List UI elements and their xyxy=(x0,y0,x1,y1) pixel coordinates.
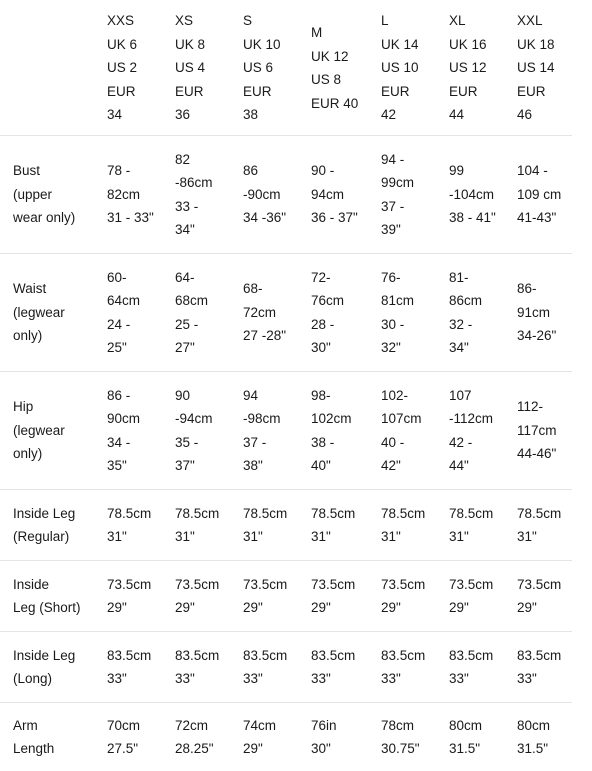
measurement-cell xyxy=(236,372,304,490)
measurement-cell xyxy=(510,372,572,490)
cell-line: 83.5cm xyxy=(517,644,572,668)
cell-line: 86cm xyxy=(449,289,510,313)
cell-line: 91cm xyxy=(517,301,572,325)
cell-line: 102cm xyxy=(311,407,374,431)
label-line: Inside xyxy=(13,573,100,597)
cell-line: 33" xyxy=(517,667,572,691)
cell-line: 42 xyxy=(381,103,442,127)
cell-line: 76cm xyxy=(311,289,374,313)
measurement-cell xyxy=(510,254,572,372)
measurement-cell xyxy=(304,254,374,372)
cell-line: 102- xyxy=(381,384,442,408)
measurement-cell xyxy=(100,632,168,703)
cell-line: 38" xyxy=(243,454,304,478)
cell-line: UK 14 xyxy=(381,33,442,57)
cell-line: 29" xyxy=(243,596,304,620)
measurement-cell xyxy=(510,632,572,703)
size-header-cell xyxy=(374,0,442,136)
size-header-row xyxy=(0,0,572,136)
cell-line: -86cm xyxy=(175,171,236,195)
cell-line: 80cm xyxy=(449,714,510,738)
cell-line: 73.5cm xyxy=(381,573,442,597)
cell-line: XL xyxy=(449,9,510,33)
measurement-cell xyxy=(168,372,236,490)
cell-line: 28.25" xyxy=(175,737,236,761)
cell-line: 78.5cm xyxy=(107,502,168,526)
label-line: only) xyxy=(13,324,100,348)
label-line: (Regular) xyxy=(13,525,100,549)
cell-line: UK 6 xyxy=(107,33,168,57)
row-arm-length xyxy=(0,703,572,771)
cell-line: 90 xyxy=(175,384,236,408)
cell-line: 98- xyxy=(311,384,374,408)
cell-line: UK 12 xyxy=(311,45,374,69)
measurement-cell xyxy=(442,561,510,632)
cell-line: 31" xyxy=(517,525,572,549)
label-line: Inside Leg xyxy=(13,502,100,526)
measurement-cell xyxy=(510,490,572,561)
cell-line: 29" xyxy=(107,596,168,620)
measurement-cell xyxy=(374,561,442,632)
label-line: Length xyxy=(13,737,100,761)
cell-line: 94 xyxy=(243,384,304,408)
cell-line: 33" xyxy=(381,667,442,691)
cell-line: -94cm xyxy=(175,407,236,431)
label-line: wear only) xyxy=(13,206,100,230)
measurement-cell xyxy=(168,703,236,771)
measurement-cell xyxy=(168,561,236,632)
size-header-cell xyxy=(304,0,374,136)
cell-line: XXL xyxy=(517,9,572,33)
cell-line: EUR xyxy=(243,80,304,104)
cell-line: 32" xyxy=(381,336,442,360)
cell-line: 82 xyxy=(175,148,236,172)
cell-line: 33" xyxy=(449,667,510,691)
cell-line: US 8 xyxy=(311,68,374,92)
cell-line: 86 - xyxy=(107,384,168,408)
label-line: Arm xyxy=(13,714,100,738)
measurement-cell xyxy=(374,136,442,254)
measurement-cell xyxy=(304,372,374,490)
label-line: only) xyxy=(13,442,100,466)
cell-line: 64cm xyxy=(107,289,168,313)
measurement-cell xyxy=(236,632,304,703)
cell-line: UK 8 xyxy=(175,33,236,57)
row-label xyxy=(0,490,100,561)
label-line: Waist xyxy=(13,277,100,301)
cell-line: US 6 xyxy=(243,56,304,80)
cell-line: 30" xyxy=(311,737,374,761)
measurement-cell xyxy=(236,703,304,771)
cell-line: 31" xyxy=(449,525,510,549)
cell-line: 83.5cm xyxy=(381,644,442,668)
cell-line: 31" xyxy=(381,525,442,549)
cell-line: 64- xyxy=(175,266,236,290)
cell-line: 73.5cm xyxy=(311,573,374,597)
cell-line: 94 - xyxy=(381,148,442,172)
cell-line: 73.5cm xyxy=(107,573,168,597)
cell-line: 31" xyxy=(175,525,236,549)
cell-line: 24 - xyxy=(107,313,168,337)
cell-line: M xyxy=(311,21,374,45)
cell-line: 40 - xyxy=(381,431,442,455)
cell-line: 37" xyxy=(175,454,236,478)
header-corner xyxy=(0,0,100,136)
row-inside-leg-regular xyxy=(0,490,572,561)
cell-line: 33" xyxy=(311,667,374,691)
cell-line: 109 cm xyxy=(517,183,572,207)
row-waist xyxy=(0,254,572,372)
measurement-cell xyxy=(100,372,168,490)
measurement-cell xyxy=(100,703,168,771)
row-inside-leg-long xyxy=(0,632,572,703)
cell-line: 78 - xyxy=(107,159,168,183)
cell-line: 38 xyxy=(243,103,304,127)
cell-line: 29" xyxy=(381,596,442,620)
cell-line: 107cm xyxy=(381,407,442,431)
cell-line: -104cm xyxy=(449,183,510,207)
cell-line: 81- xyxy=(449,266,510,290)
cell-line: 86 xyxy=(243,159,304,183)
measurement-cell xyxy=(168,490,236,561)
label-line: Leg (Short) xyxy=(13,596,100,620)
cell-line: 60- xyxy=(107,266,168,290)
measurement-cell xyxy=(510,703,572,771)
cell-line: 73.5cm xyxy=(517,573,572,597)
row-label xyxy=(0,136,100,254)
measurement-cell xyxy=(304,490,374,561)
cell-line: 35" xyxy=(107,454,168,478)
measurement-cell xyxy=(304,632,374,703)
label-line: Inside Leg xyxy=(13,644,100,668)
label-line: (legwear xyxy=(13,301,100,325)
row-hip xyxy=(0,372,572,490)
cell-line: 72cm xyxy=(243,301,304,325)
measurement-cell xyxy=(374,703,442,771)
cell-line: 83.5cm xyxy=(311,644,374,668)
cell-line: 78.5cm xyxy=(517,502,572,526)
cell-line: 29" xyxy=(449,596,510,620)
measurement-cell xyxy=(442,703,510,771)
measurement-cell xyxy=(236,561,304,632)
cell-line: 33 - xyxy=(175,195,236,219)
cell-line: 76- xyxy=(381,266,442,290)
cell-line: 74cm xyxy=(243,714,304,738)
measurement-cell xyxy=(304,136,374,254)
cell-line: 27" xyxy=(175,336,236,360)
cell-line: 78.5cm xyxy=(381,502,442,526)
measurement-cell xyxy=(168,254,236,372)
cell-line: 31" xyxy=(243,525,304,549)
measurement-cell xyxy=(442,372,510,490)
row-label xyxy=(0,632,100,703)
cell-line: 82cm xyxy=(107,183,168,207)
cell-line: 42 - xyxy=(449,431,510,455)
cell-line: XXS xyxy=(107,9,168,33)
cell-line: 34" xyxy=(449,336,510,360)
cell-line: EUR 40 xyxy=(311,92,374,116)
measurement-cell xyxy=(510,136,572,254)
cell-line: 36 - 37" xyxy=(311,206,374,230)
cell-line: 90cm xyxy=(107,407,168,431)
cell-line: 73.5cm xyxy=(175,573,236,597)
cell-line: 34 -36" xyxy=(243,206,304,230)
cell-line: -90cm xyxy=(243,183,304,207)
cell-line: 25" xyxy=(107,336,168,360)
measurement-cell xyxy=(100,136,168,254)
label-line: Hip xyxy=(13,395,100,419)
size-header-cell xyxy=(236,0,304,136)
cell-line: 25 - xyxy=(175,313,236,337)
size-header-cell xyxy=(510,0,572,136)
cell-line: 31.5" xyxy=(517,737,572,761)
cell-line: 99 xyxy=(449,159,510,183)
cell-line: US 2 xyxy=(107,56,168,80)
cell-line: 35 - xyxy=(175,431,236,455)
cell-line: 30 - xyxy=(381,313,442,337)
cell-line: 117cm xyxy=(517,419,572,443)
cell-line: 37 - xyxy=(243,431,304,455)
cell-line: 36 xyxy=(175,103,236,127)
cell-line: 112- xyxy=(517,395,572,419)
cell-line: EUR xyxy=(175,80,236,104)
measurement-cell xyxy=(510,561,572,632)
cell-line: 34 xyxy=(107,103,168,127)
cell-line: 41-43" xyxy=(517,206,572,230)
cell-line: 32 - xyxy=(449,313,510,337)
cell-line: UK 18 xyxy=(517,33,572,57)
label-line: (Long) xyxy=(13,667,100,691)
label-line: Bust xyxy=(13,159,100,183)
cell-line: 40" xyxy=(311,454,374,478)
measurement-cell xyxy=(374,490,442,561)
cell-line: 34-26" xyxy=(517,324,572,348)
measurement-cell xyxy=(374,372,442,490)
measurement-cell xyxy=(100,254,168,372)
measurement-cell xyxy=(374,254,442,372)
cell-line: EUR xyxy=(449,80,510,104)
cell-line: EUR xyxy=(517,80,572,104)
row-inside-leg-short xyxy=(0,561,572,632)
cell-line: 39" xyxy=(381,218,442,242)
cell-line: 29" xyxy=(243,737,304,761)
cell-line: 44" xyxy=(449,454,510,478)
cell-line: 72- xyxy=(311,266,374,290)
cell-line: 30" xyxy=(311,336,374,360)
cell-line: 31" xyxy=(311,525,374,549)
cell-line: 37 - xyxy=(381,195,442,219)
cell-line: 31 - 33" xyxy=(107,206,168,230)
cell-line: XS xyxy=(175,9,236,33)
cell-line: 46 xyxy=(517,103,572,127)
cell-line: 33" xyxy=(175,667,236,691)
cell-line: 83.5cm xyxy=(107,644,168,668)
cell-line: S xyxy=(243,9,304,33)
size-header-cell xyxy=(100,0,168,136)
cell-line: 78cm xyxy=(381,714,442,738)
cell-line: 29" xyxy=(175,596,236,620)
measurement-cell xyxy=(100,490,168,561)
cell-line: 34 - xyxy=(107,431,168,455)
measurement-cell xyxy=(304,561,374,632)
cell-line: 107 xyxy=(449,384,510,408)
measurement-cell xyxy=(236,490,304,561)
cell-line: 42" xyxy=(381,454,442,478)
cell-line: US 4 xyxy=(175,56,236,80)
cell-line: US 12 xyxy=(449,56,510,80)
cell-line: -98cm xyxy=(243,407,304,431)
row-label xyxy=(0,372,100,490)
cell-line: 78.5cm xyxy=(175,502,236,526)
cell-line: 28 - xyxy=(311,313,374,337)
row-label xyxy=(0,703,100,771)
cell-line: 70cm xyxy=(107,714,168,738)
cell-line: 44-46" xyxy=(517,442,572,466)
row-label xyxy=(0,561,100,632)
cell-line: 73.5cm xyxy=(243,573,304,597)
cell-line: 90 - xyxy=(311,159,374,183)
cell-line: 33" xyxy=(243,667,304,691)
cell-line: 86- xyxy=(517,277,572,301)
measurement-cell xyxy=(442,254,510,372)
measurement-cell xyxy=(236,136,304,254)
measurement-cell xyxy=(442,136,510,254)
cell-line: 29" xyxy=(517,596,572,620)
cell-line: 38 - 41" xyxy=(449,206,510,230)
measurement-cell xyxy=(168,136,236,254)
cell-line: 78.5cm xyxy=(243,502,304,526)
label-line: (legwear xyxy=(13,419,100,443)
size-header-cell xyxy=(168,0,236,136)
cell-line: 76in xyxy=(311,714,374,738)
measurement-cell xyxy=(442,490,510,561)
cell-line: 104 - xyxy=(517,159,572,183)
cell-line: 83.5cm xyxy=(449,644,510,668)
cell-line: EUR xyxy=(381,80,442,104)
cell-line: 80cm xyxy=(517,714,572,738)
measurement-cell xyxy=(168,632,236,703)
cell-line: 33" xyxy=(107,667,168,691)
cell-line: US 14 xyxy=(517,56,572,80)
cell-line: UK 16 xyxy=(449,33,510,57)
row-label xyxy=(0,254,100,372)
cell-line: EUR xyxy=(107,80,168,104)
cell-line: 83.5cm xyxy=(243,644,304,668)
cell-line: 68cm xyxy=(175,289,236,313)
cell-line: 78.5cm xyxy=(449,502,510,526)
cell-line: 94cm xyxy=(311,183,374,207)
cell-line: 81cm xyxy=(381,289,442,313)
cell-line: 31.5" xyxy=(449,737,510,761)
cell-line: 78.5cm xyxy=(311,502,374,526)
measurement-cell xyxy=(304,703,374,771)
cell-line: 27.5" xyxy=(107,737,168,761)
cell-line: L xyxy=(381,9,442,33)
cell-line: 99cm xyxy=(381,171,442,195)
cell-line: US 10 xyxy=(381,56,442,80)
size-header-cell xyxy=(442,0,510,136)
measurement-cell xyxy=(442,632,510,703)
cell-line: 34" xyxy=(175,218,236,242)
cell-line: 73.5cm xyxy=(449,573,510,597)
cell-line: 27 -28" xyxy=(243,324,304,348)
row-bust xyxy=(0,136,572,254)
cell-line: UK 10 xyxy=(243,33,304,57)
cell-line: 31" xyxy=(107,525,168,549)
cell-line: 30.75" xyxy=(381,737,442,761)
cell-line: 72cm xyxy=(175,714,236,738)
measurement-cell xyxy=(100,561,168,632)
cell-line: -112cm xyxy=(449,407,510,431)
cell-line: 83.5cm xyxy=(175,644,236,668)
measurement-cell xyxy=(236,254,304,372)
cell-line: 44 xyxy=(449,103,510,127)
measurement-cell xyxy=(374,632,442,703)
cell-line: 68- xyxy=(243,277,304,301)
label-line: (upper xyxy=(13,183,100,207)
cell-line: 29" xyxy=(311,596,374,620)
cell-line: 38 - xyxy=(311,431,374,455)
